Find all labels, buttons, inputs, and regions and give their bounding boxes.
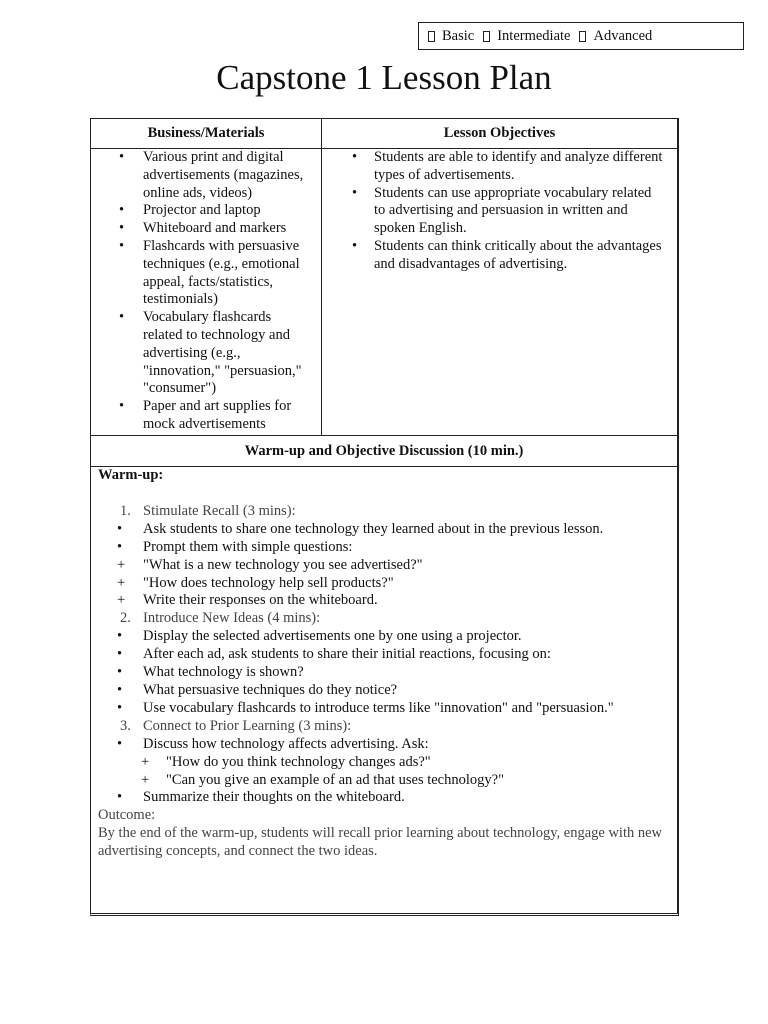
list-item [98, 575, 671, 593]
list-marker: + [141, 771, 150, 788]
list-text: "How do you think technology changes ads?" [166, 753, 431, 770]
list-item [98, 628, 671, 646]
list-marker: • [117, 699, 123, 716]
list-item [98, 503, 671, 521]
list-item: • Whiteboard and markers [91, 220, 311, 238]
list-text: Stimulate Recall (3 mins): [143, 502, 296, 519]
list-item [98, 592, 671, 610]
warmup-section [91, 467, 677, 861]
list-item: • Students can think critically about the advantages and disadvantages of advertising. [322, 238, 665, 274]
list-text: Connect to Prior Learning (3 mins): [143, 717, 352, 734]
list-item [98, 610, 671, 628]
checkbox-icon[interactable] [579, 31, 586, 42]
list-item [98, 664, 671, 682]
objectives-cell [322, 149, 677, 435]
list-marker: 1. [120, 502, 131, 519]
list-marker: + [141, 753, 150, 770]
list-text: Introduce New Ideas (4 mins): [143, 610, 321, 627]
list-marker: + [117, 556, 126, 573]
list-item [98, 700, 671, 718]
list-item [98, 521, 671, 539]
list-text: "What is a new technology you see advertised?" [143, 556, 423, 573]
list-marker: • [117, 789, 123, 806]
list-text: "Can you give an example of an ad that uses technology?" [166, 771, 504, 788]
list-text: Summarize their thoughts on the whiteboard. [143, 789, 405, 806]
list-text: Use vocabulary flashcards to introduce terms like "innovation" and "persuasion." [143, 699, 614, 716]
outcome-label: Outcome: [98, 807, 156, 824]
level-advanced[interactable] [579, 28, 652, 45]
level-label: Advanced [593, 27, 653, 44]
checkbox-icon[interactable] [428, 31, 435, 42]
list-marker: + [117, 574, 126, 591]
list-item: • Flashcards with persuasive techniques (e.g., emotional appeal, facts/statistics, testimonials) [91, 238, 311, 309]
materials-cell [91, 149, 322, 435]
list-item: • Vocabulary flashcards related to technology and advertising (e.g., "innovation," "persuasion," "consumer") [91, 309, 311, 398]
list-text: What technology is shown? [143, 664, 304, 681]
level-basic[interactable] [428, 28, 474, 45]
list-item: • Students are able to identify and analyze different types of advertisements. [322, 149, 665, 185]
list-item: • Projector and laptop [91, 202, 311, 220]
objectives-list [322, 149, 677, 274]
objectives-header: Lesson Objectives [443, 125, 556, 141]
list-text: Discuss how technology affects advertising. Ask: [143, 735, 429, 752]
list-item [98, 539, 671, 557]
list-item [98, 557, 671, 575]
level-label: Basic [442, 27, 475, 44]
list-item: • Paper and art supplies for mock advertisements [91, 398, 311, 434]
list-item [98, 736, 671, 754]
list-marker: • [117, 664, 123, 681]
outcome-text: By the end of the warm-up, students will recall prior learning about technology, engage with new advertising concepts, and connect the two ideas. [98, 825, 662, 860]
list-marker: • [117, 520, 123, 537]
warmup-label: Warm-up: [98, 467, 164, 483]
list-item [98, 682, 671, 700]
list-item [98, 772, 671, 790]
list-marker: • [117, 628, 123, 645]
list-item [98, 646, 671, 664]
table-header-row [91, 119, 677, 149]
level-selector [418, 22, 744, 50]
list-marker: • [117, 538, 123, 555]
list-marker: 2. [120, 610, 131, 627]
table-content-row [91, 149, 677, 436]
list-item [98, 718, 671, 736]
level-intermediate[interactable] [483, 28, 570, 45]
list-item [98, 754, 671, 772]
list-marker: • [117, 646, 123, 663]
list-item: • Various print and digital advertisements (magazines, online ads, videos) [91, 149, 311, 202]
list-marker: + [117, 592, 126, 609]
warmup-list [98, 503, 671, 807]
materials-list [91, 149, 321, 434]
list-text: Write their responses on the whiteboard. [143, 592, 378, 609]
list-item [98, 789, 671, 807]
list-marker: • [117, 681, 123, 698]
list-text: "How does technology help sell products?" [143, 574, 394, 591]
warmup-section-header: Warm-up and Objective Discussion (10 min.) [91, 436, 677, 467]
page-title: Capstone 1 Lesson Plan [216, 58, 552, 97]
level-label: Intermediate [497, 27, 571, 44]
materials-header: Business/Materials [91, 119, 322, 148]
list-text: After each ad, ask students to share their initial reactions, focusing on: [143, 646, 551, 663]
list-marker: 3. [120, 717, 131, 734]
list-text: What persuasive techniques do they notice? [143, 681, 398, 698]
list-marker: • [117, 735, 123, 752]
list-text: Prompt them with simple questions: [143, 538, 353, 555]
checkbox-icon[interactable] [483, 31, 490, 42]
list-text: Display the selected advertisements one by one using a projector. [143, 628, 522, 645]
list-text: Ask students to share one technology they learned about in the previous lesson. [143, 520, 604, 537]
lesson-plan-table [90, 118, 679, 916]
list-item: • Students can use appropriate vocabulary related to advertising and persuasion in written and spoken English. [322, 185, 665, 238]
